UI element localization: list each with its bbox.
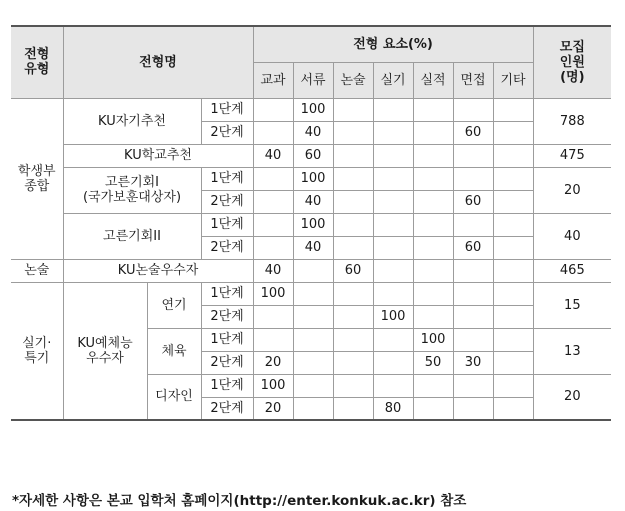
header-element-silgi: 실기 <box>373 62 413 98</box>
type-line: 실기· <box>22 335 52 351</box>
value-cell <box>373 190 413 213</box>
value-cell <box>373 144 413 167</box>
value-cell <box>453 213 493 236</box>
value-cell <box>493 121 533 144</box>
stage-cell: 2단계 <box>201 305 253 328</box>
quota-cell: 788 <box>533 98 611 144</box>
value-cell <box>413 167 453 190</box>
stage-cell: 1단계 <box>201 98 253 121</box>
quota-cell: 13 <box>533 328 611 374</box>
value-cell <box>413 305 453 328</box>
value-cell <box>373 213 413 236</box>
value-cell <box>453 328 493 351</box>
type-cell-nonsul: 논술 <box>11 259 63 282</box>
value-cell <box>293 374 333 397</box>
header-element-myeonjeop: 면접 <box>453 62 493 98</box>
value-cell: 100 <box>373 305 413 328</box>
header-quota <box>533 26 611 98</box>
value-cell <box>413 213 453 236</box>
value-cell <box>293 328 333 351</box>
value-cell <box>333 305 373 328</box>
value-cell <box>333 374 373 397</box>
quota-cell: 20 <box>533 374 611 420</box>
value-cell <box>333 98 373 121</box>
stage-cell: 1단계 <box>201 328 253 351</box>
value-cell <box>453 98 493 121</box>
value-cell <box>453 305 493 328</box>
quota-cell: 40 <box>533 213 611 259</box>
stage-cell: 1단계 <box>201 374 253 397</box>
stage-cell: 1단계 <box>201 282 253 305</box>
header-quota-line: (명) <box>560 69 585 85</box>
value-cell <box>333 167 373 190</box>
value-cell <box>333 282 373 305</box>
type-line: 학생부 <box>17 163 56 179</box>
value-cell <box>493 397 533 420</box>
stage-cell: 1단계 <box>201 213 253 236</box>
value-cell <box>373 328 413 351</box>
value-cell <box>413 190 453 213</box>
header-element-gyogwa: 교과 <box>253 62 293 98</box>
value-cell: 100 <box>253 374 293 397</box>
value-cell <box>293 351 333 374</box>
header-type-line: 전형 <box>24 47 50 63</box>
value-cell <box>413 374 453 397</box>
program-ku-non: KU논술우수자 <box>63 259 253 282</box>
header-element-siljeok: 실적 <box>413 62 453 98</box>
value-cell <box>293 259 333 282</box>
value-cell <box>293 282 333 305</box>
value-cell <box>253 167 293 190</box>
value-cell <box>253 305 293 328</box>
value-cell <box>493 282 533 305</box>
value-cell: 40 <box>293 121 333 144</box>
table-row <box>11 213 611 236</box>
value-cell <box>253 213 293 236</box>
value-cell: 40 <box>253 259 293 282</box>
header-element-seoryu: 서류 <box>293 62 333 98</box>
type-cell-silgi <box>11 282 63 420</box>
value-cell <box>253 121 293 144</box>
program-line: 우수자 <box>86 350 124 366</box>
type-line: 특기 <box>24 350 50 366</box>
value-cell: 20 <box>253 351 293 374</box>
value-cell <box>333 144 373 167</box>
value-cell <box>493 167 533 190</box>
program-line: KU예체능 <box>77 335 133 351</box>
value-cell: 20 <box>253 397 293 420</box>
header-element-nonsul: 논술 <box>333 62 373 98</box>
value-cell <box>373 282 413 305</box>
quota-cell: 15 <box>533 282 611 328</box>
table-row <box>11 98 611 121</box>
value-cell: 50 <box>413 351 453 374</box>
program-ku-ye <box>63 282 147 420</box>
header-name: 전형명 <box>63 26 253 98</box>
header-type <box>11 26 63 98</box>
value-cell: 100 <box>293 213 333 236</box>
footnote: *자세한 사항은 본교 입학처 홈페이지(http://enter.konkuk.ac.kr) 참조 <box>12 493 467 509</box>
type-line: 종합 <box>24 178 50 194</box>
program-goreum1 <box>63 167 201 213</box>
quota-cell: 20 <box>533 167 611 213</box>
value-cell <box>453 259 493 282</box>
value-cell <box>493 374 533 397</box>
program-ku-ja: KU자기추천 <box>63 98 201 144</box>
value-cell <box>493 351 533 374</box>
value-cell: 60 <box>293 144 333 167</box>
table-row <box>11 167 611 190</box>
program-goreum2: 고른기회II <box>63 213 201 259</box>
value-cell: 100 <box>293 98 333 121</box>
value-cell <box>453 397 493 420</box>
value-cell <box>373 236 413 259</box>
value-cell <box>493 328 533 351</box>
header-type-line: 유형 <box>24 62 50 78</box>
value-cell <box>413 144 453 167</box>
table-row <box>11 144 611 167</box>
value-cell <box>333 328 373 351</box>
value-cell <box>413 259 453 282</box>
stage-cell: 2단계 <box>201 121 253 144</box>
program-line: (국가보훈대상자) <box>82 190 182 205</box>
value-cell <box>373 374 413 397</box>
value-cell: 60 <box>453 236 493 259</box>
stage-cell: 2단계 <box>201 190 253 213</box>
stage-cell: 1단계 <box>201 167 253 190</box>
value-cell <box>373 259 413 282</box>
program-ku-hak: KU학교추천 <box>63 144 253 167</box>
value-cell <box>333 236 373 259</box>
value-cell: 100 <box>293 167 333 190</box>
sub-program-design: 디자인 <box>147 374 201 420</box>
value-cell: 60 <box>333 259 373 282</box>
value-cell <box>453 144 493 167</box>
value-cell <box>493 98 533 121</box>
value-cell: 40 <box>293 236 333 259</box>
value-cell <box>453 282 493 305</box>
program-line: 고른기회I <box>104 175 160 190</box>
value-cell <box>453 374 493 397</box>
table-row <box>11 282 611 305</box>
value-cell <box>253 98 293 121</box>
value-cell <box>293 397 333 420</box>
value-cell <box>293 305 333 328</box>
value-cell <box>493 259 533 282</box>
value-cell <box>253 236 293 259</box>
table-row <box>11 259 611 282</box>
value-cell <box>413 397 453 420</box>
value-cell <box>333 213 373 236</box>
value-cell <box>493 236 533 259</box>
sub-program-yeongi: 연기 <box>147 282 201 328</box>
value-cell: 30 <box>453 351 493 374</box>
value-cell: 40 <box>253 144 293 167</box>
type-cell-hakseng <box>11 98 63 259</box>
header-element-gita: 기타 <box>493 62 533 98</box>
value-cell: 40 <box>293 190 333 213</box>
header-quota-line: 모집 <box>559 39 585 55</box>
stage-cell: 2단계 <box>201 397 253 420</box>
value-cell <box>413 236 453 259</box>
value-cell <box>413 121 453 144</box>
value-cell <box>333 397 373 420</box>
value-cell <box>373 167 413 190</box>
value-cell <box>493 305 533 328</box>
sub-program-cheyuk: 체육 <box>147 328 201 374</box>
value-cell <box>253 190 293 213</box>
value-cell <box>413 282 453 305</box>
value-cell: 60 <box>453 121 493 144</box>
value-cell <box>453 167 493 190</box>
value-cell: 60 <box>453 190 493 213</box>
admission-table-container <box>11 25 611 421</box>
value-cell <box>253 328 293 351</box>
value-cell <box>333 190 373 213</box>
stage-cell: 2단계 <box>201 351 253 374</box>
value-cell <box>373 121 413 144</box>
value-cell: 80 <box>373 397 413 420</box>
admission-table <box>11 25 611 421</box>
value-cell: 100 <box>413 328 453 351</box>
value-cell <box>493 190 533 213</box>
value-cell <box>373 98 413 121</box>
quota-cell: 465 <box>533 259 611 282</box>
value-cell <box>373 351 413 374</box>
value-cell <box>333 351 373 374</box>
value-cell <box>493 213 533 236</box>
value-cell: 100 <box>253 282 293 305</box>
header-quota-line: 인원 <box>559 54 585 70</box>
value-cell <box>333 121 373 144</box>
value-cell <box>413 98 453 121</box>
quota-cell: 475 <box>533 144 611 167</box>
stage-cell: 2단계 <box>201 236 253 259</box>
header-elements-title: 전형 요소(%) <box>253 26 533 62</box>
value-cell <box>493 144 533 167</box>
